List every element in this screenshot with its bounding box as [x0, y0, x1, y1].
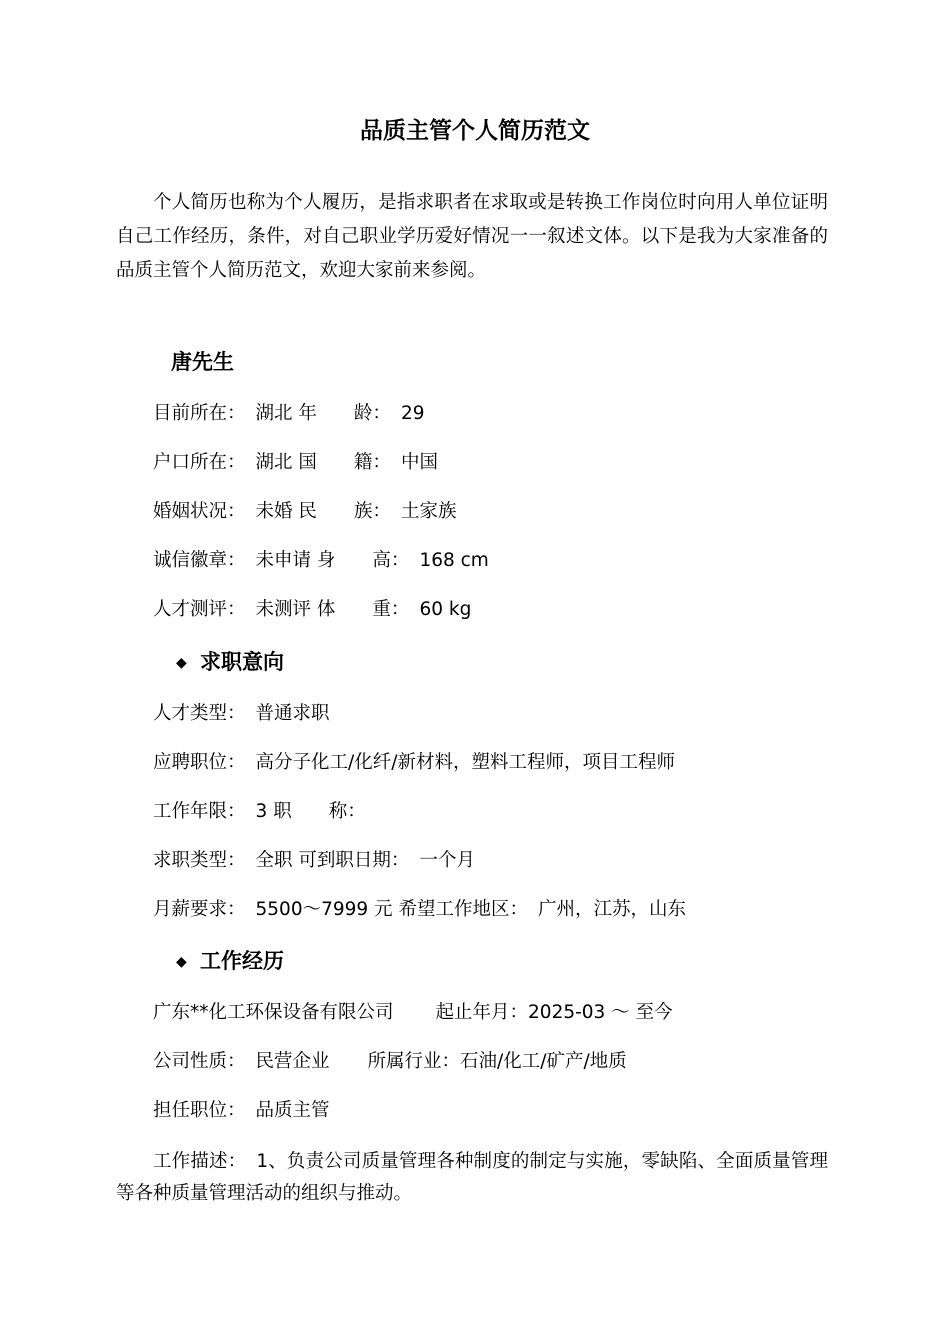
intent-label: 人才类型： [153, 703, 246, 724]
info-value: 未婚 [255, 501, 293, 522]
intent-value: 广州，江苏，山东 [537, 899, 686, 920]
info-value: 湖北 [255, 403, 293, 424]
work-value: 1、负责公司质量管理各种制度的制定与实施，零缺陷、全面质量管理等各种质量管理活动的组织与推动。 [116, 1151, 828, 1204]
info-value: 29 [400, 403, 425, 424]
info-label: 身 高： [316, 550, 410, 571]
section-title: 工作经历 [200, 949, 284, 973]
intent-value: 5500～7999 元 [255, 899, 393, 920]
intent-label: 工作年限： [153, 801, 246, 822]
intent-value: 3 [255, 801, 268, 822]
info-row-assessment [153, 597, 471, 623]
info-value: 60 kg [419, 599, 472, 620]
info-value: 湖北 [255, 452, 293, 473]
info-label: 人才测评： [153, 599, 246, 620]
work-row-role [153, 1098, 330, 1124]
intent-label: 月薪要求： [153, 899, 246, 920]
info-value: 168 cm [419, 550, 489, 571]
diamond-bullet-icon: ◆ [176, 655, 187, 671]
intent-row-type [153, 701, 330, 727]
info-value: 中国 [400, 452, 438, 473]
info-label: 体 重： [316, 599, 410, 620]
info-value: 未申请 [255, 550, 312, 571]
intent-label: 求职类型： [153, 850, 246, 871]
info-label: 婚姻状况： [153, 501, 246, 522]
intent-label: 职 称： [273, 801, 366, 822]
intent-value: 一个月 [419, 850, 475, 871]
intent-label: 应聘职位： [153, 752, 246, 773]
info-label: 诚信徽章： [153, 550, 246, 571]
info-label: 目前所在： [153, 403, 246, 424]
intent-value: 普通求职 [255, 703, 330, 724]
info-row-marital [153, 499, 456, 525]
work-label: 公司性质： [153, 1051, 246, 1072]
intent-label: 希望工作地区： [398, 899, 528, 920]
intent-value: 全职 [255, 850, 293, 871]
work-row-nature [153, 1049, 627, 1075]
info-label: 民 族： [298, 501, 391, 522]
company-name: 广东**化工环保设备有限公司 [153, 1002, 394, 1023]
work-label: 起止年月： [435, 1002, 529, 1023]
info-row-badge [153, 548, 489, 574]
intro-paragraph: 个人简历也称为个人履历，是指求职者在求取或是转换工作岗位时向用人单位证明自己工作经历，条件，对自己职业学历爱好情况一一叙述文体。以下是我为大家准备的品质主管个人简历范文，欢迎大家前来参阅。 [116, 192, 828, 281]
info-value: 土家族 [400, 501, 457, 522]
intent-row-jobtype [153, 848, 475, 874]
work-label: 所属行业： [367, 1051, 461, 1072]
work-row-company [153, 1000, 673, 1026]
info-row-location [153, 401, 424, 427]
work-value: 石油/化工/矿产/地质 [460, 1051, 627, 1072]
info-row-hukou [153, 450, 438, 476]
info-label: 年 龄： [298, 403, 391, 424]
section-heading-intent [176, 648, 284, 677]
work-label: 工作描述： [153, 1151, 247, 1172]
work-value: 2025-03 ～ 至今 [528, 1002, 673, 1023]
work-value: 民营企业 [255, 1051, 330, 1072]
info-value: 未测评 [255, 599, 312, 620]
diamond-bullet-icon: ◆ [176, 954, 187, 970]
intent-row-salary [153, 897, 686, 923]
intent-value: 高分子化工/化纤/新材料，塑料工程师，项目工程师 [255, 752, 675, 773]
section-heading-experience [176, 947, 284, 976]
work-description [116, 1146, 828, 1210]
document-title: 品质主管个人简历范文 [360, 118, 590, 144]
intent-row-years [153, 799, 366, 825]
info-label: 户口所在： [153, 452, 246, 473]
section-title: 求职意向 [200, 650, 284, 674]
info-label: 国 籍： [298, 452, 391, 473]
intent-row-position [153, 750, 675, 776]
intent-label: 可到职日期： [298, 850, 410, 871]
work-label: 担任职位： [153, 1100, 246, 1121]
candidate-name: 唐先生 [171, 350, 234, 374]
work-value: 品质主管 [255, 1100, 330, 1121]
